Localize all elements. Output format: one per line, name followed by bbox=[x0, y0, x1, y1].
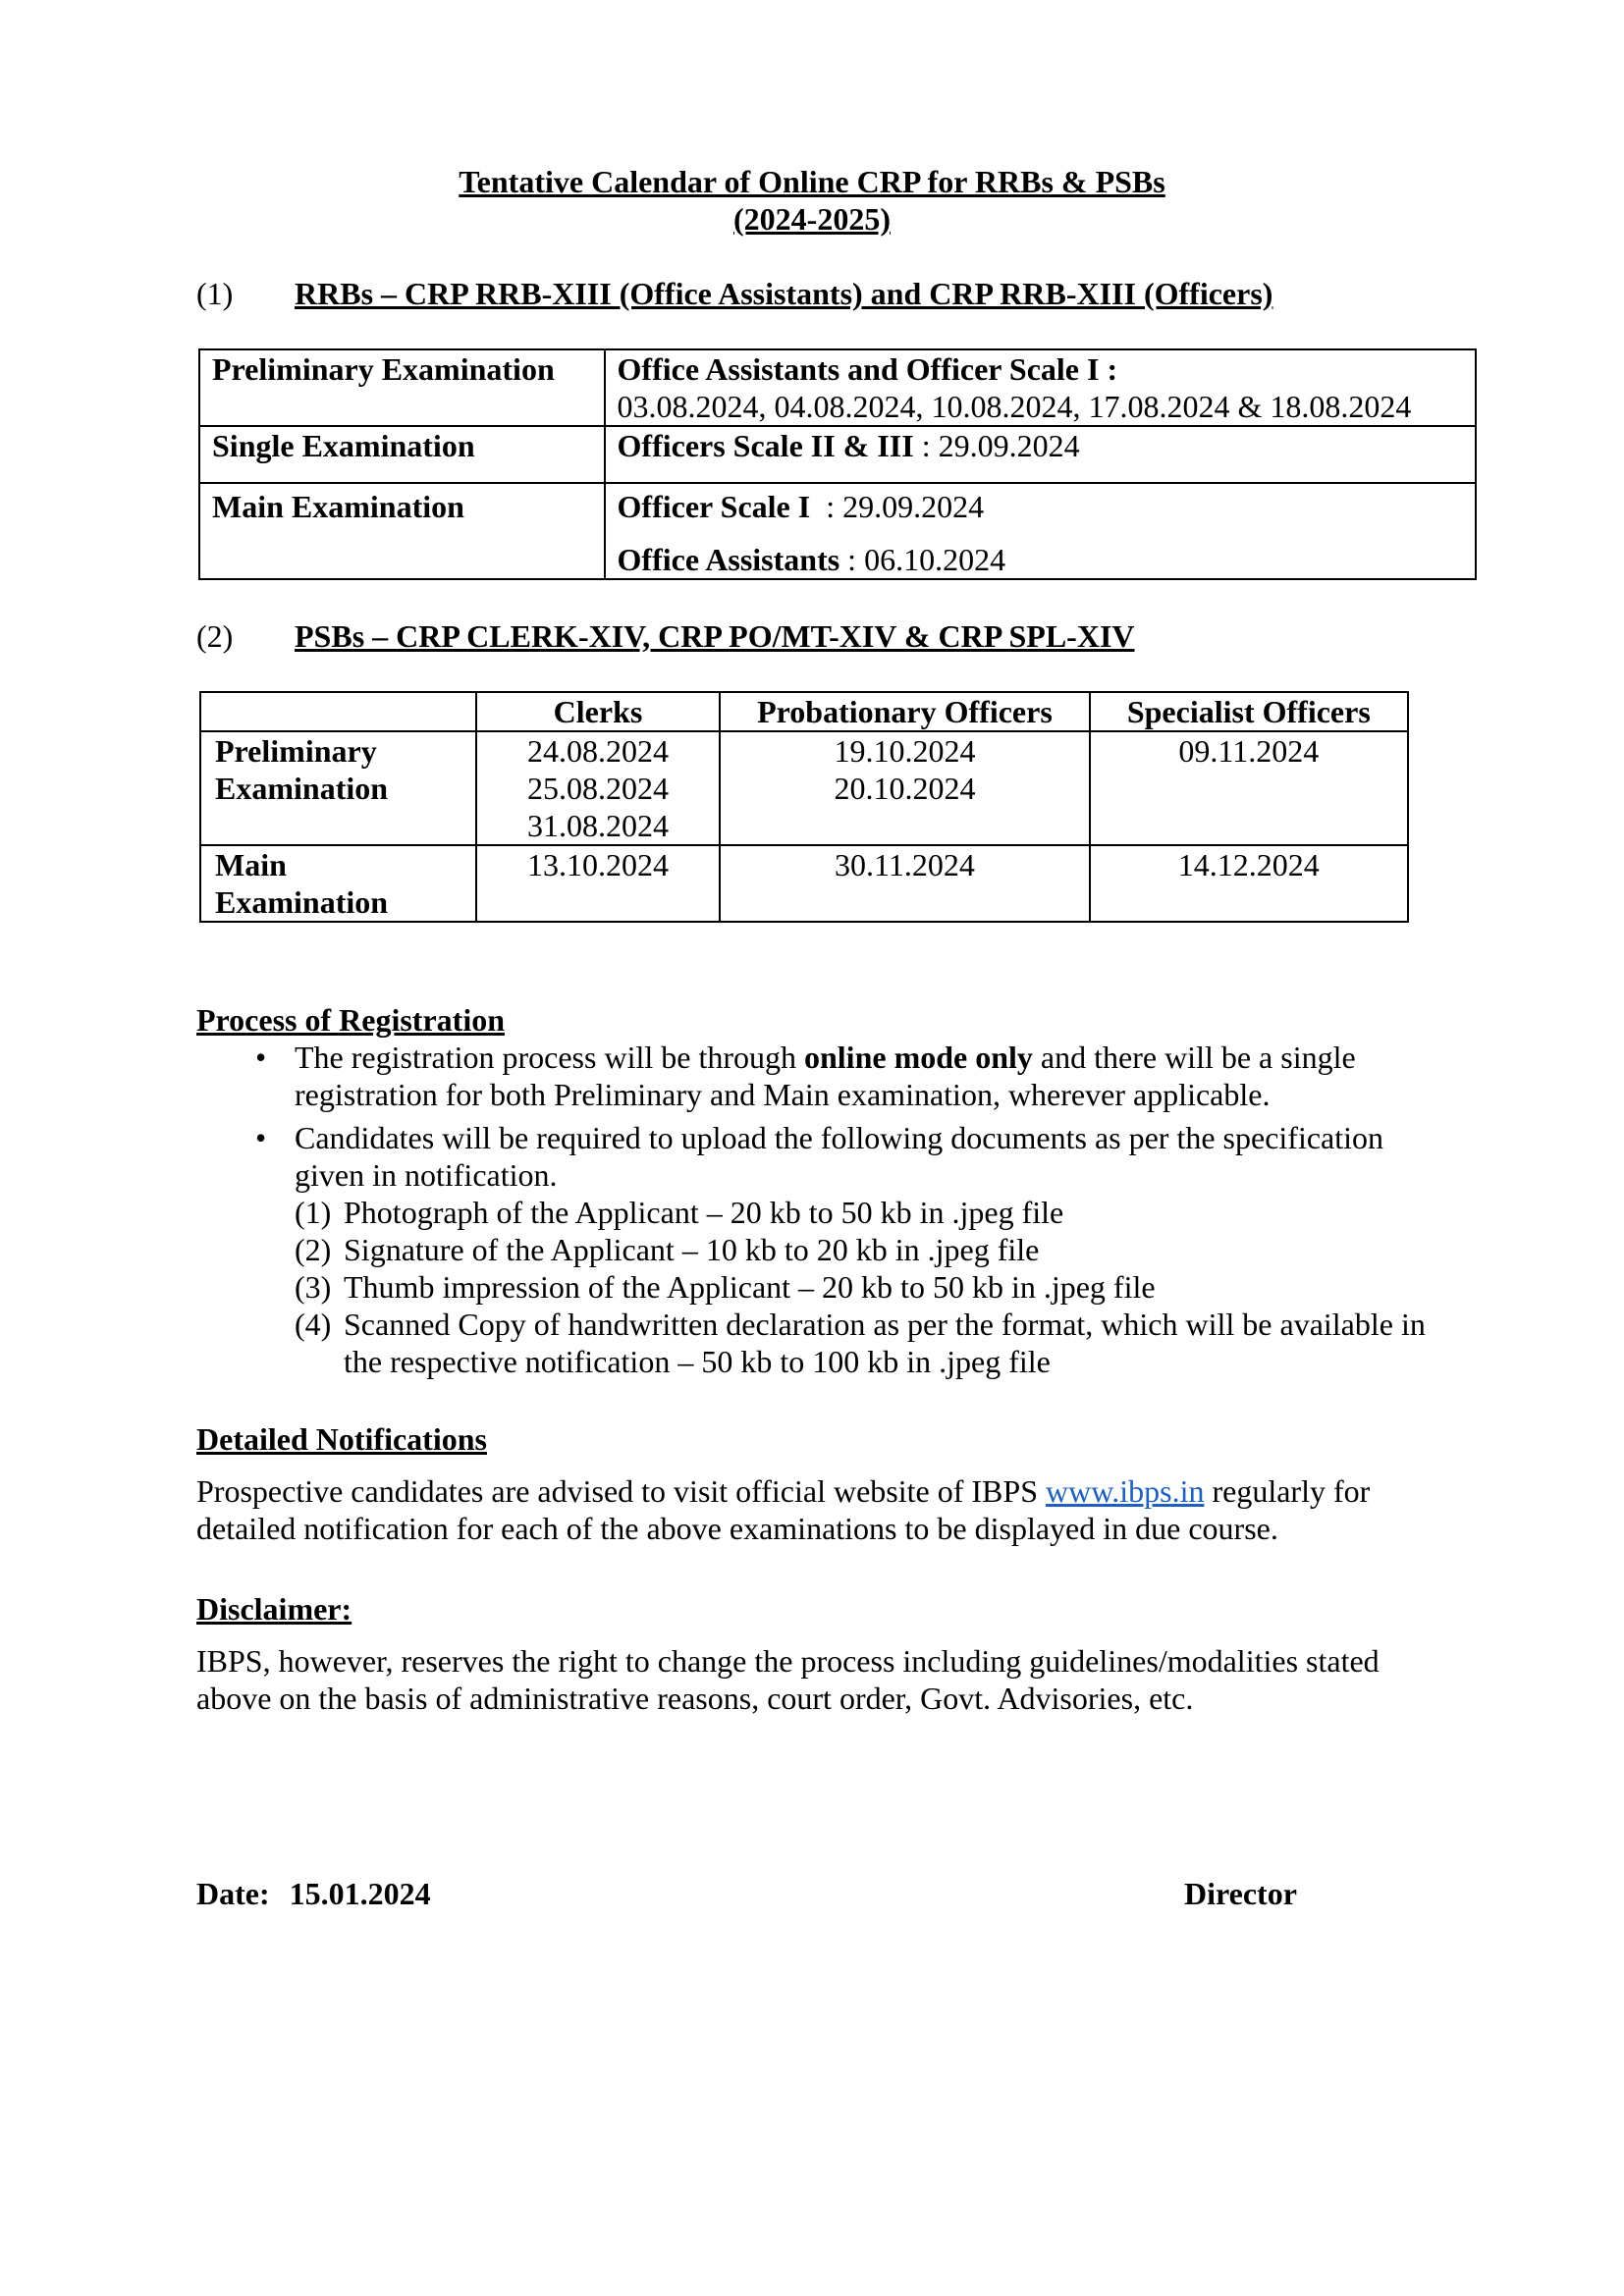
po-dates: 30.11.2024 bbox=[720, 845, 1089, 922]
row-label: Main Examination bbox=[200, 845, 476, 922]
signatory: Director bbox=[1184, 1876, 1297, 1911]
column-header-empty bbox=[200, 692, 476, 731]
bullet-text: The registration process will be through online mode only and there will be a single registration for both Preliminary and Main examination, wherever applicable. bbox=[295, 1040, 1356, 1112]
notifications-heading: Detailed Notifications bbox=[196, 1421, 487, 1457]
disclaimer-text: IBPS, however, reserves the right to change the process including guidelines/modalities stated above on the basis of administrative reasons, court order, Govt. Advisories, etc. bbox=[196, 1643, 1380, 1716]
row-value: Officer Scale I : 29.09.2024 Office Assistants : 06.10.2024 bbox=[605, 483, 1476, 579]
section2-number: (2) bbox=[196, 618, 234, 654]
psb-schedule-table bbox=[199, 691, 1409, 923]
column-header: Probationary Officers bbox=[720, 692, 1089, 731]
row-label: Main Examination bbox=[199, 483, 605, 579]
table-row bbox=[200, 845, 1408, 922]
section2-heading: PSBs – CRP CLERK-XIV, CRP PO/MT-XIV & CRP SPL-XIV bbox=[295, 618, 1135, 654]
document-subtitle: (2024-2025) bbox=[733, 201, 891, 237]
table-row bbox=[200, 731, 1408, 845]
po-dates: 19.10.2024 20.10.2024 bbox=[720, 731, 1089, 845]
bullet-text: Candidates will be required to upload the following documents as per the specification given in notification. bbox=[295, 1120, 1384, 1193]
notifications-text: Prospective candidates are advised to visit official website of IBPS www.ibps.in regularly for detailed notification for each of the above examinations to be displayed in due course. bbox=[196, 1473, 1371, 1546]
date-line: Date: 15.01.2024 bbox=[196, 1876, 431, 1911]
row-value: Office Assistants and Officer Scale I : 03.08.2024, 04.08.2024, 10.08.2024, 17.08.2024 & 18.08.2024 bbox=[605, 349, 1476, 426]
row-value: Officers Scale II & III : 29.09.2024 bbox=[605, 426, 1476, 483]
list-item bbox=[196, 1119, 1434, 1194]
section1-number: (1) bbox=[196, 276, 234, 311]
clerks-dates: 24.08.2024 25.08.2024 31.08.2024 bbox=[476, 731, 721, 845]
table-row bbox=[199, 426, 1476, 483]
section1-heading: RRBs – CRP RRB-XIII (Office Assistants) and CRP RRB-XIII (Officers) bbox=[295, 276, 1273, 311]
document-title: Tentative Calendar of Online CRP for RRBs & PSBs bbox=[459, 164, 1165, 199]
so-dates: 14.12.2024 bbox=[1090, 845, 1408, 922]
disclaimer-heading: Disclaimer: bbox=[196, 1591, 352, 1627]
so-dates: 09.11.2024 bbox=[1090, 731, 1408, 845]
registration-heading: Process of Registration bbox=[196, 1002, 505, 1038]
clerks-dates: 13.10.2024 bbox=[476, 845, 721, 922]
column-header: Specialist Officers bbox=[1090, 692, 1408, 731]
column-header: Clerks bbox=[476, 692, 721, 731]
table-row bbox=[199, 483, 1476, 579]
table-header-row bbox=[200, 692, 1408, 731]
row-label: Preliminary Examination bbox=[200, 731, 476, 845]
row-label: Single Examination bbox=[199, 426, 605, 483]
bullet-icon: • bbox=[255, 1040, 267, 1075]
list-item bbox=[196, 1039, 1434, 1113]
row-label: Preliminary Examination bbox=[199, 349, 605, 426]
ibps-website-link[interactable]: www.ibps.in bbox=[1045, 1473, 1205, 1509]
table-row bbox=[199, 349, 1476, 426]
rrb-schedule-table bbox=[198, 348, 1477, 580]
bullet-icon: • bbox=[255, 1120, 267, 1155]
